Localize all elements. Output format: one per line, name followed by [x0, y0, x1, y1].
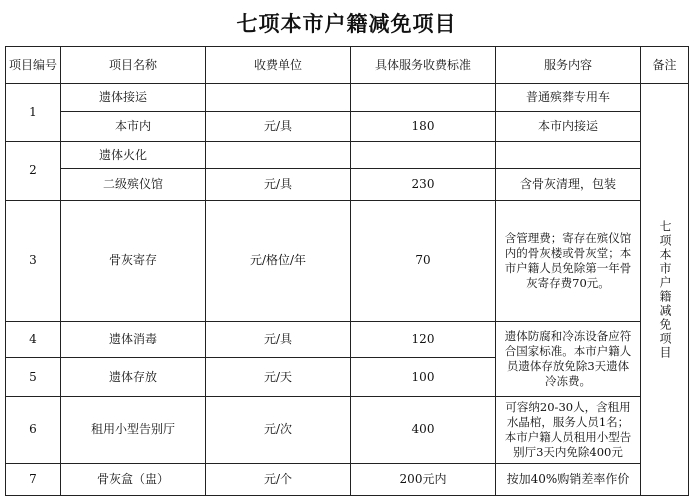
- item-unit: [206, 84, 351, 111]
- item-name: 遗体存放: [61, 358, 206, 396]
- item-unit: 元/天: [206, 358, 351, 396]
- header-no: 项目编号: [6, 47, 61, 84]
- item-name: 租用小型告别厅: [61, 396, 206, 463]
- note-cell: [641, 84, 689, 496]
- item-unit: [206, 142, 351, 169]
- item-name: 骨灰寄存: [61, 200, 206, 321]
- item-name: 遗体消毒: [61, 322, 206, 358]
- item-price: 70: [351, 200, 496, 321]
- item-name: 骨灰盒（盅）: [61, 463, 206, 495]
- note-text: 七项本市户籍减免项目: [658, 219, 672, 360]
- item-content: 含管理费；寄存在殡仪馆内的骨灰楼或骨灰堂；本市户籍人员免除第一年骨灰寄存费70元。: [496, 200, 641, 321]
- item-unit: 元/格位/年: [206, 200, 351, 321]
- item-price: [351, 142, 496, 169]
- item-unit: 元/次: [206, 396, 351, 463]
- item-unit: 元/具: [206, 169, 351, 200]
- table-row: [6, 322, 689, 358]
- item-unit: 元/具: [206, 322, 351, 358]
- item-price: 100: [351, 358, 496, 396]
- table-header-row: [6, 47, 689, 84]
- item-price: 400: [351, 396, 496, 463]
- item-no: 3: [6, 200, 61, 321]
- item-no: 6: [6, 396, 61, 463]
- table-row: [6, 463, 689, 495]
- header-unit: 收费单位: [206, 47, 351, 84]
- item-content: [496, 142, 641, 169]
- item-no: 5: [6, 358, 61, 396]
- fee-table: [5, 46, 689, 496]
- item-content: 可容纳20-30人，含租用水晶棺，服务人员1名；本市户籍人员租用小型告别厅3天内免除400元: [496, 396, 641, 463]
- header-name: 项目名称: [61, 47, 206, 84]
- item-unit: 元/具: [206, 111, 351, 141]
- table-row: [6, 142, 689, 169]
- table-row: [6, 169, 689, 200]
- item-price: 180: [351, 111, 496, 141]
- item-content: 遗体防腐和冷冻设备应符合国家标准。本市户籍人员遗体存放免除3天遗体冷冻费。: [496, 322, 641, 397]
- item-content: 按加40%购销差率作价: [496, 463, 641, 495]
- item-unit: 元/个: [206, 463, 351, 495]
- header-standard: 具体服务收费标准: [351, 47, 496, 84]
- item-no: 4: [6, 322, 61, 358]
- item-content: 普通殡葬专用车: [496, 84, 641, 111]
- item-content: 含骨灰清理，包装: [496, 169, 641, 200]
- table-row: [6, 200, 689, 321]
- item-no: 7: [6, 463, 61, 495]
- item-price: 230: [351, 169, 496, 200]
- item-name: 二级殡仪馆: [61, 169, 206, 200]
- header-note: 备注: [641, 47, 689, 84]
- item-name: 遗体火化: [61, 142, 206, 169]
- item-no: 1: [6, 84, 61, 142]
- item-price: 120: [351, 322, 496, 358]
- item-name: 本市内: [61, 111, 206, 141]
- item-price: 200元内: [351, 463, 496, 495]
- item-no: 2: [6, 142, 61, 201]
- item-price: [351, 84, 496, 111]
- table-row: [6, 396, 689, 463]
- header-content: 服务内容: [496, 47, 641, 84]
- page-title: 七项本市户籍减免项目: [236, 12, 457, 36]
- table-row: [6, 111, 689, 141]
- table-row: [6, 84, 689, 111]
- item-name: 遗体接运: [61, 84, 206, 111]
- item-content: 本市内接运: [496, 111, 641, 141]
